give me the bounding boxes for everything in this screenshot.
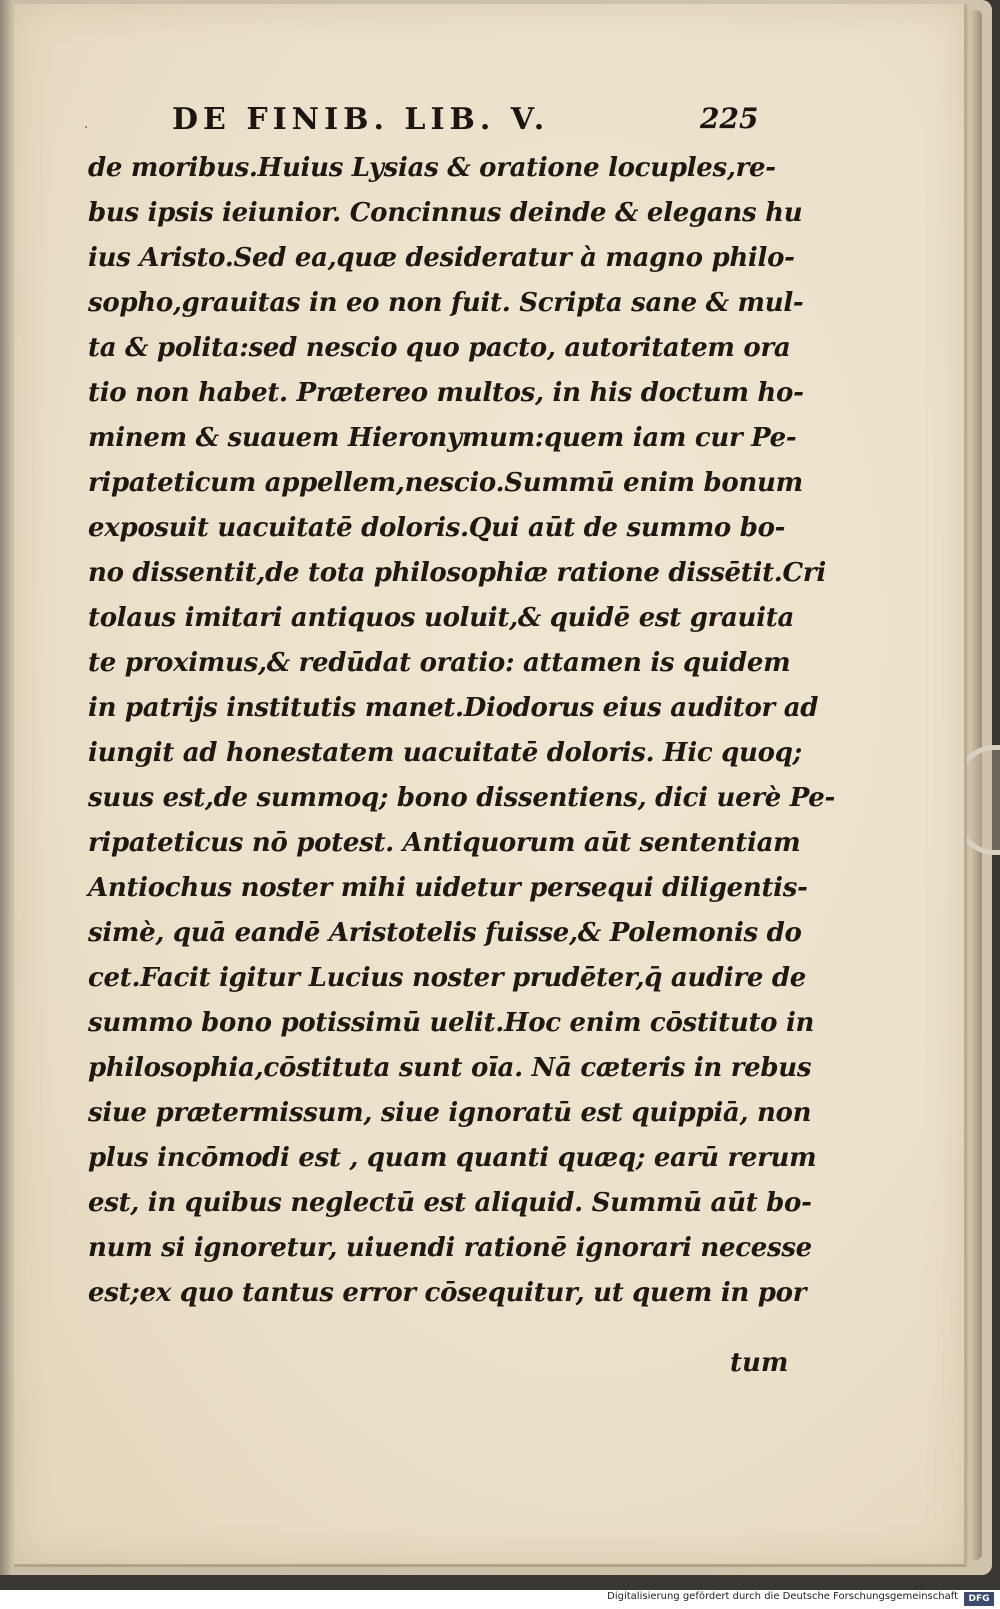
text-line: num si ignoretur, uiuendi rationē ignorari necesse [88, 1233, 812, 1263]
text-line: Antiochus noster mihi uidetur persequi diligentis- [88, 873, 808, 903]
catchword: tum [730, 1348, 789, 1378]
text-line: ta & polita:sed nescio quo pacto, autoritatem ora [88, 333, 791, 363]
text-line: bus ipsis ieiunior. Concinnus deinde & elegans hu [88, 198, 803, 228]
text-line: iungit ad honestatem uacuitatē doloris. Hic quoq; [88, 738, 802, 768]
text-line: in patrijs institutis manet.Diodorus eius auditor ad [88, 693, 819, 723]
text-line: siue prætermissum, siue ignoratū est quippiā, non [88, 1098, 812, 1128]
running-title: DE FINIB. LIB. V. [172, 102, 550, 137]
text-line: simè, quā eandē Aristotelis fuisse,& Polemonis do [88, 918, 802, 948]
dfg-logo: DFG [964, 1592, 994, 1606]
text-line: est;ex quo tantus error cōsequitur, ut quem in por [88, 1278, 807, 1308]
text-line: ius Aristo.Sed ea,quæ desideratur à magno philo- [88, 243, 795, 273]
text-line: ripateticus nō potest. Antiquorum aūt sententiam [88, 828, 801, 858]
text-line: ripateticum appellem,nescio.Summū enim bonum [88, 468, 803, 498]
text-line: de moribus.Huius Lysias & oratione locuples,re- [88, 153, 776, 183]
text-line: tolaus imitari antiquos uoluit,& quidē est grauita [88, 603, 794, 633]
text-line: no dissentit,de tota philosophiæ ratione dissētit.Cri [88, 558, 826, 588]
text-line: philosophia,cōstituta sunt oīa. Nā cæteris in rebus [88, 1053, 812, 1083]
text-line: te proximus,& redūdat oratio: attamen is quidem [88, 648, 791, 678]
funding-credit: Digitalisierung gefördert durch die Deutsche Forschungsgemeinschaft [607, 1591, 958, 1602]
text-line: suus est,de summoq; bono dissentiens, dici uerè Pe- [88, 783, 835, 813]
text-line: cet.Facit igitur Lucius noster prudēter,q̄ audire de [88, 963, 807, 993]
page-number: 225 [700, 102, 759, 135]
text-line: summo bono potissimū uelit.Hoc enim cōstituto in [88, 1008, 815, 1038]
speck-mark: · [84, 120, 89, 136]
text-line: est, in quibus neglectū est aliquid. Summū aūt bo- [88, 1188, 812, 1218]
text-line: tio non habet. Prætereo multos, in his doctum ho- [88, 378, 804, 408]
body-text [88, 146, 835, 1316]
text-line: minem & suauem Hieronymum:quem iam cur Pe- [88, 423, 797, 453]
text-line: plus incōmodi est , quam quanti quæq; earū rerum [88, 1143, 817, 1173]
text-line: sopho,grauitas in eo non fuit. Scripta sane & mul- [88, 288, 804, 318]
text-line: exposuit uacuitatē doloris.Qui aūt de summo bo- [88, 513, 786, 543]
